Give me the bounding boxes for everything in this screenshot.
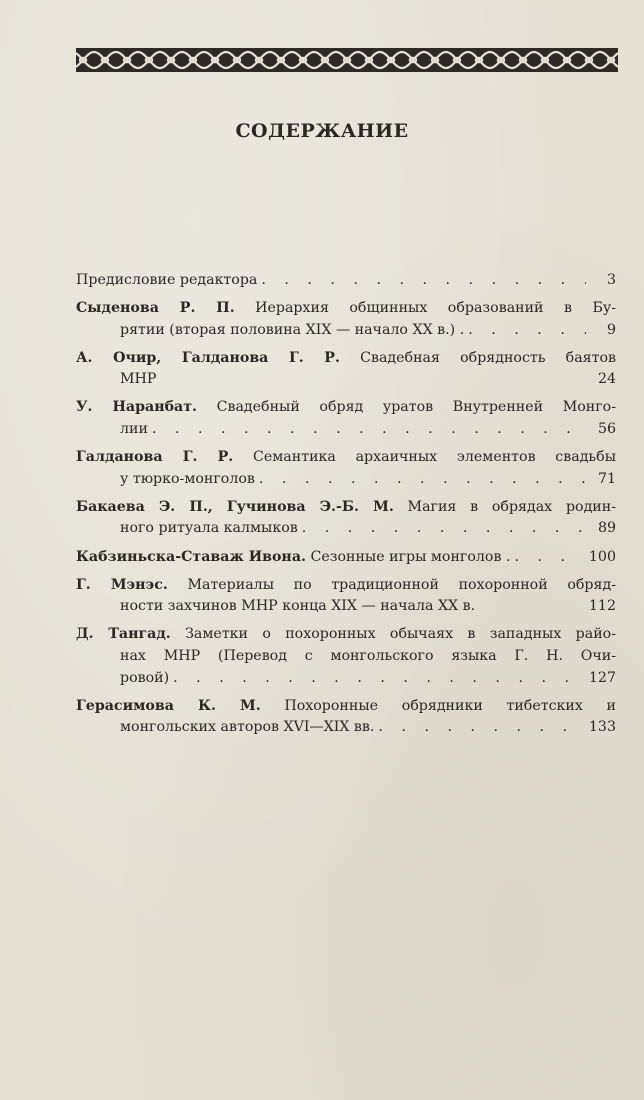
entry-title: Магия в обрядах родин-	[407, 498, 617, 515]
toc-entry[interactable]	[76, 348, 616, 391]
page-number: 112	[588, 598, 616, 615]
entry-author: Герасимова К. М.	[76, 697, 261, 714]
entry-title: Материалы по традиционной похоронной обряд-	[187, 576, 616, 593]
entry-author: Д. Тангад.	[76, 626, 171, 643]
entry-title: Свадебная обрядность баятов	[360, 349, 616, 366]
toc-entry[interactable]	[76, 397, 616, 440]
entry-title-cont: монгольских авторов XVI—XIX вв.	[120, 719, 375, 736]
entry-author: Галданова Г. Р.	[76, 449, 234, 466]
leader-dots	[152, 419, 586, 441]
leader-dots	[173, 668, 585, 690]
page-number: 9	[606, 321, 616, 338]
toc-entry[interactable]	[76, 497, 616, 540]
toc-entry[interactable]	[76, 447, 616, 490]
entry-author: Кабзиньска-Ставаж Ивона.	[76, 548, 306, 565]
page-number: 24	[597, 371, 616, 388]
page-number: 100	[588, 548, 616, 565]
braided-border-icon	[76, 48, 618, 72]
entry-title-cont: у тюрко-монголов	[120, 470, 255, 487]
toc-entry[interactable]	[76, 298, 616, 341]
leader-dots	[302, 518, 586, 540]
table-of-contents	[76, 270, 616, 745]
leader-dots	[514, 547, 584, 569]
toc-entry[interactable]	[76, 696, 616, 739]
entry-author: А. Очир, Галданова Г. Р.	[76, 349, 340, 366]
entry-author: Г. Мэнэс.	[76, 576, 168, 593]
leader-dots	[468, 320, 586, 342]
leader-dots	[259, 469, 586, 491]
entry-title: Предисловие редактора	[76, 272, 258, 288]
page-number: 71	[597, 470, 616, 487]
leader-dots	[261, 270, 586, 292]
page-number: 3	[606, 272, 616, 288]
entry-title-cont: ного ритуала калмыков	[120, 520, 298, 537]
toc-entry[interactable]	[76, 575, 616, 618]
entry-title: Семантика архаичных элементов свадьбы	[253, 449, 616, 466]
entry-title-cont: ровой)	[120, 669, 170, 686]
entry-title-cont: нах МНР (Перевод с монгольского языка Г. Н. Очи-	[120, 647, 616, 664]
toc-entry[interactable]	[76, 547, 616, 569]
entry-title: Похоронные обрядники тибетских и	[284, 697, 616, 714]
page-number: 89	[597, 520, 616, 537]
entry-title-cont: лии	[120, 421, 148, 438]
entry-title-cont: ности захчинов МНР конца XIX — начала XX в.	[120, 598, 476, 615]
page-title: СОДЕРЖАНИЕ	[235, 120, 409, 142]
page-number: 127	[588, 669, 616, 686]
toc-entry[interactable]	[76, 624, 616, 689]
entry-title-cont: рятии (вторая половина XIX — начало XX в.) .	[120, 321, 465, 338]
leader-dots	[378, 717, 584, 739]
toc-entry-preface[interactable]	[76, 270, 616, 292]
entry-title: Иерархия общинных образований в Бу-	[255, 300, 617, 317]
entry-title-cont: МНР	[120, 371, 157, 388]
page-number: 56	[597, 421, 616, 438]
entry-author: Сыденова Р. П.	[76, 300, 235, 317]
entry-title: Свадебный обряд уратов Внутренней Монго-	[216, 399, 616, 416]
entry-author: Бакаева Э. П., Гучинова Э.-Б. М.	[76, 498, 394, 515]
entry-author: У. Наранбат.	[76, 399, 197, 416]
entry-title: Сезонные игры монголов .	[310, 548, 511, 565]
page-number: 133	[588, 719, 616, 736]
entry-title: Заметки о похоронных обычаях в западных райо-	[185, 626, 617, 643]
